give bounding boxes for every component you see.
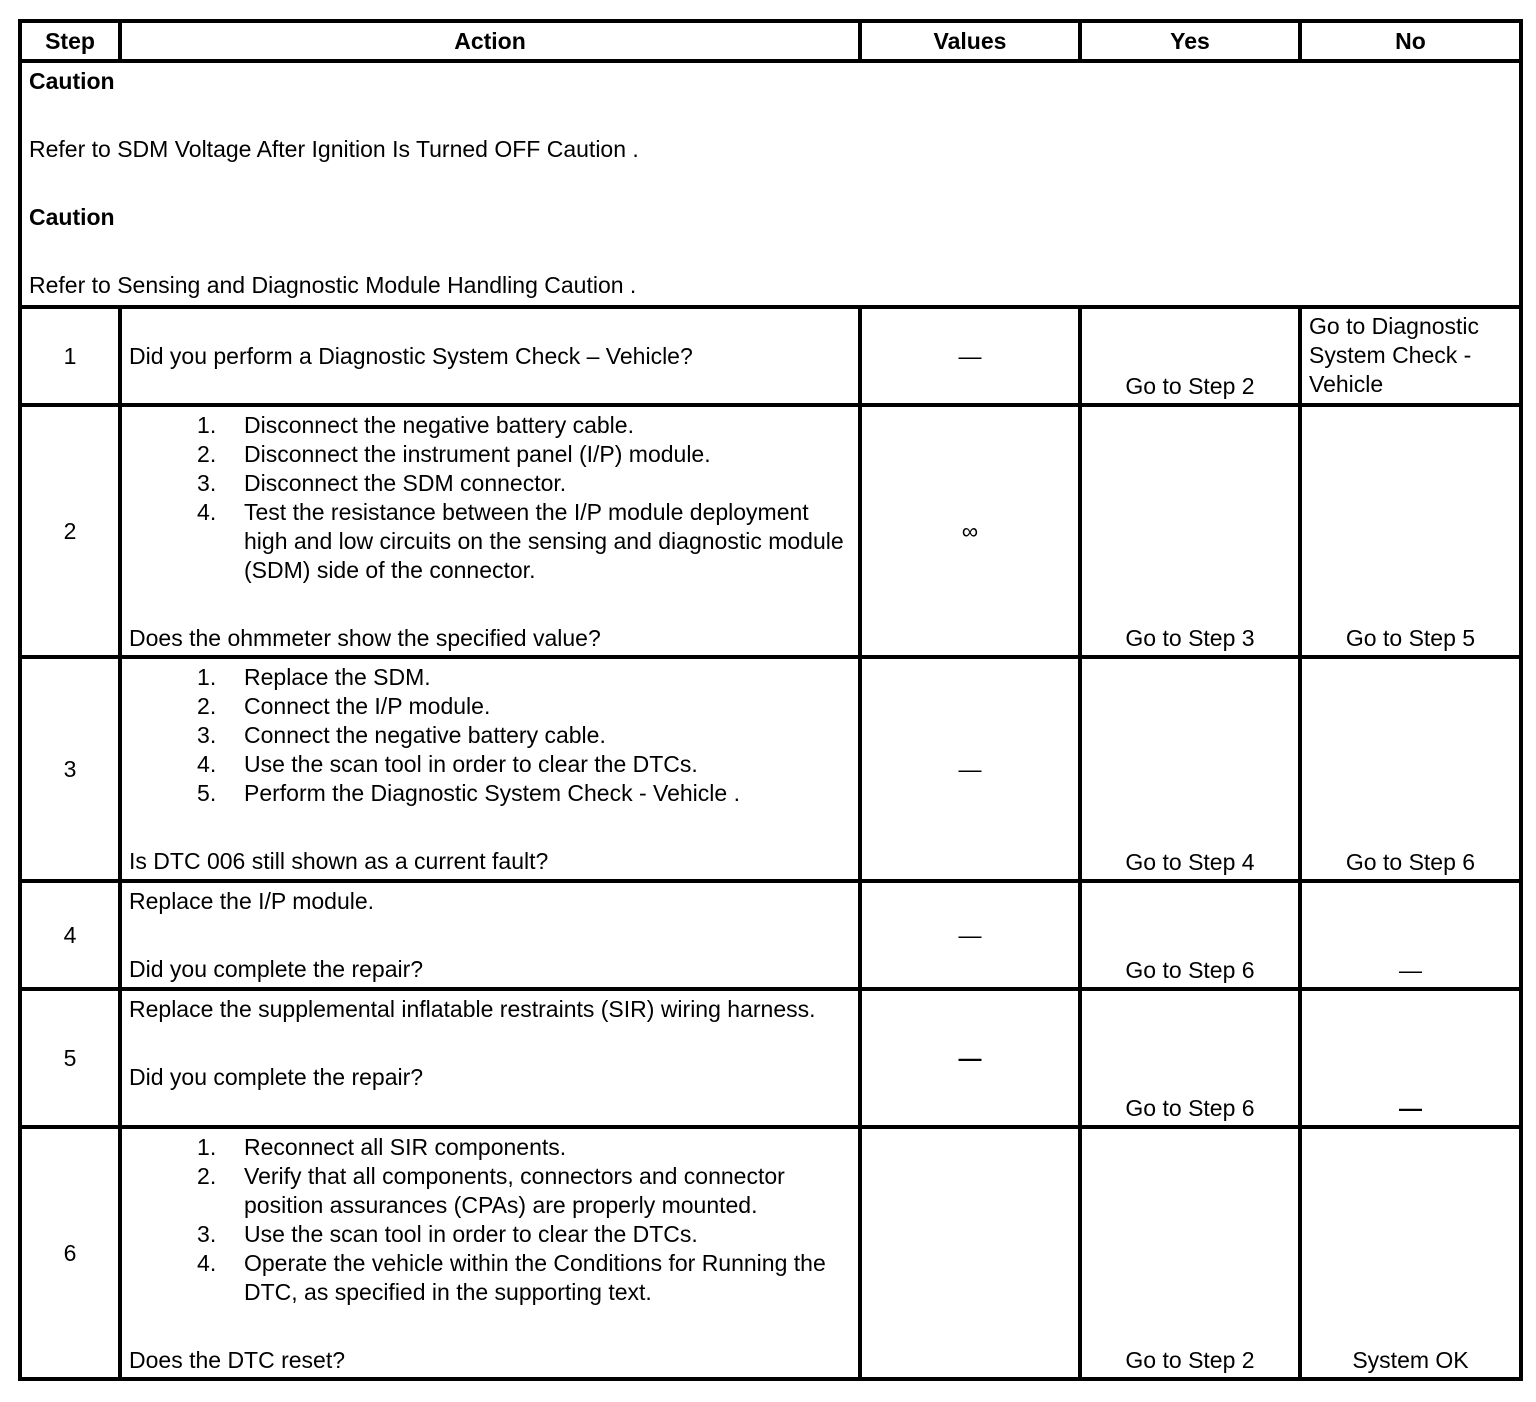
table-row — [20, 989, 1521, 1127]
list-item: 2. Verify that all components, connectors and connector position assurances (CPAs) are properly mounted. — [229, 1162, 851, 1220]
caution-title-2: Caution — [29, 204, 115, 230]
list-item: 3. Connect the negative battery cable. — [229, 721, 851, 750]
list-item: 4. Operate the vehicle within the Conditions for Running the DTC, as specified in the supporting text. — [229, 1249, 851, 1307]
action-cell — [120, 405, 860, 657]
yes-link[interactable]: Go to Step 2 — [1080, 1127, 1300, 1379]
list-item: 1. Disconnect the negative battery cable. — [229, 411, 851, 440]
value-cell: ∞ — [860, 405, 1080, 657]
diagnostic-table-wrapper — [18, 19, 1523, 1381]
list-item: 2. Disconnect the instrument panel (I/P) module. — [229, 440, 851, 469]
action-text: Replace the I/P module. — [129, 888, 375, 914]
table-row — [20, 657, 1521, 881]
no-link[interactable]: Go to Step 5 — [1300, 405, 1521, 657]
question-text: Does the DTC reset? — [129, 1347, 346, 1373]
list-item: 2. Connect the I/P module. — [229, 692, 851, 721]
value-cell: — — [860, 307, 1080, 405]
header-step: Step — [20, 21, 120, 61]
list-item: 5. Perform the Diagnostic System Check - Vehicle . — [229, 779, 851, 808]
list-item: 1. Reconnect all SIR components. — [229, 1133, 851, 1162]
header-values: Values — [860, 21, 1080, 61]
caution-title-1: Caution — [29, 68, 115, 94]
table-row — [20, 307, 1521, 405]
step-number: 2 — [20, 405, 120, 657]
caution-text-2: Refer to Sensing and Diagnostic Module Handling Caution . — [29, 272, 637, 298]
value-cell — [860, 1127, 1080, 1379]
diagnostic-table — [18, 19, 1523, 1381]
yes-link[interactable]: Go to Step 3 — [1080, 405, 1300, 657]
caution-row — [20, 61, 1521, 307]
action-cell — [120, 657, 860, 881]
step-number: 5 — [20, 989, 120, 1127]
caution-cell — [20, 61, 1521, 307]
no-cell: — — [1300, 881, 1521, 989]
action-list — [129, 663, 851, 808]
list-item: 4. Use the scan tool in order to clear the DTCs. — [229, 750, 851, 779]
no-result: System OK — [1300, 1127, 1521, 1379]
value-cell: — — [860, 657, 1080, 881]
action-text: Replace the supplemental inflatable restraints (SIR) wiring harness. — [129, 996, 816, 1022]
list-item: 4. Test the resistance between the I/P module deployment high and low circuits on the sensing and diagnostic module (SDM) side of the connector. — [229, 498, 851, 585]
action-cell — [120, 989, 860, 1127]
question-text: Did you complete the repair? — [129, 1064, 424, 1090]
header-action: Action — [120, 21, 860, 61]
list-item: 3. Use the scan tool in order to clear the DTCs. — [229, 1220, 851, 1249]
action-text: Did you perform a Diagnostic System Check – Vehicle? — [120, 307, 860, 405]
question-text: Does the ohmmeter show the specified value? — [129, 625, 601, 651]
value-cell: — — [860, 881, 1080, 989]
value-cell: — — [860, 989, 1080, 1127]
question-text: Did you complete the repair? — [129, 956, 424, 982]
list-item: 3. Disconnect the SDM connector. — [229, 469, 851, 498]
step-number: 6 — [20, 1127, 120, 1379]
action-cell — [120, 881, 860, 989]
action-list — [129, 411, 851, 585]
yes-link[interactable]: Go to Step 6 — [1080, 989, 1300, 1127]
caution-text-1: Refer to SDM Voltage After Ignition Is Turned OFF Caution . — [29, 136, 639, 162]
step-number: 4 — [20, 881, 120, 989]
step-number: 1 — [20, 307, 120, 405]
question-text: Is DTC 006 still shown as a current fault? — [129, 848, 549, 874]
yes-link[interactable]: Go to Step 2 — [1080, 307, 1300, 405]
no-link[interactable]: Go to Diagnostic System Check - Vehicle — [1300, 307, 1521, 405]
table-row — [20, 881, 1521, 989]
yes-link[interactable]: Go to Step 4 — [1080, 657, 1300, 881]
list-item: 1. Replace the SDM. — [229, 663, 851, 692]
action-list — [129, 1133, 851, 1307]
header-yes: Yes — [1080, 21, 1300, 61]
step-number: 3 — [20, 657, 120, 881]
no-link[interactable]: Go to Step 6 — [1300, 657, 1521, 881]
no-cell: — — [1300, 989, 1521, 1127]
yes-link[interactable]: Go to Step 6 — [1080, 881, 1300, 989]
table-row — [20, 405, 1521, 657]
header-row — [20, 21, 1521, 61]
table-row — [20, 1127, 1521, 1379]
action-cell — [120, 1127, 860, 1379]
header-no: No — [1300, 21, 1521, 61]
